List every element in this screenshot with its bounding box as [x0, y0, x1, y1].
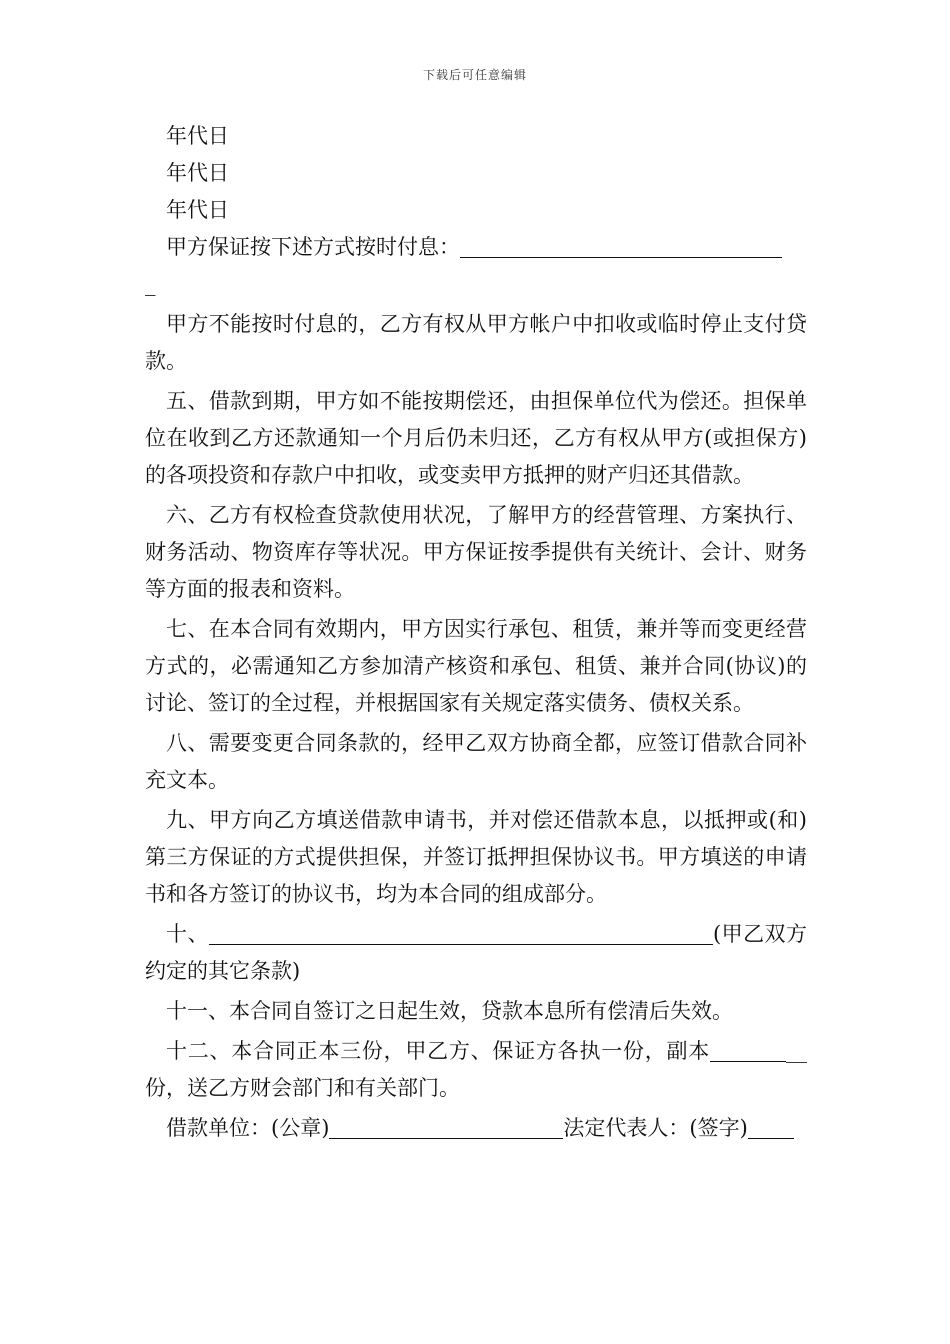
- article-6: 六、乙方有权检查贷款使用状况，了解甲方的经营管理、方案执行、财务活动、物资库存等状况。甲方保证按季提供有关统计、会计、财务等方面的报表和资料。: [145, 503, 807, 601]
- interest-clause-text: 甲方保证按下述方式按时付息：: [166, 235, 460, 259]
- date-line: 年代日: [166, 198, 229, 222]
- document-body: [145, 118, 807, 1150]
- article-11: 十一、本合同自签订之日起生效，贷款本息所有偿清后失效。: [166, 999, 733, 1023]
- article-10-blank-line[interactable]: [209, 920, 713, 945]
- article-9: 九、甲方向乙方填送借款申请书，并对偿还借款本息，以抵押或(和)第三方保证的方式提供担保，并签订抵押担保协议书。甲方填送的申请书和各方签订的协议书，均为本合同的组成部分。: [145, 808, 807, 906]
- borrower-seal-blank[interactable]: [329, 1114, 563, 1139]
- interest-clause: [145, 229, 807, 266]
- article-12: [145, 1033, 807, 1107]
- article-10: [145, 916, 807, 990]
- date-line: 年代日: [166, 161, 229, 185]
- article-12-blank-line[interactable]: [710, 1037, 786, 1062]
- interest-blank-line[interactable]: [460, 233, 782, 258]
- article-8: 八、需要变更合同条款的，经甲乙双方协商全都，应签订借款合同补充文本。: [145, 731, 807, 792]
- borrower-seal-label: 借款单位：(公章): [166, 1116, 330, 1140]
- article-12-suffix: 份，送乙方财会部门和有关部门。: [145, 1076, 460, 1100]
- payment-failure-clause: 甲方不能按时付息的，乙方有权从甲方帐户中扣收或临时停止支付贷款。: [145, 312, 807, 373]
- article-12-prefix: 十二、本合同正本三份，甲乙方、保证方各执一份，副本: [166, 1039, 710, 1063]
- interest-clause-continuation: _: [145, 272, 156, 296]
- article-10-suffix: (甲乙双方约定的其它条款): [145, 922, 807, 983]
- representative-signature-blank[interactable]: [748, 1114, 794, 1139]
- page-header-note: 下载后可任意编辑: [422, 68, 527, 82]
- article-7: 七、在本合同有效期内，甲方因实行承包、租赁，兼并等而变更经营方式的，必需通知乙方参加清产核资和承包、租赁、兼并合同(协议)的讨论、签订的全过程，并根据国家有关规定落实债务、债权关系。: [145, 617, 807, 715]
- article-10-prefix: 十、: [166, 922, 209, 946]
- article-12-tail: __: [786, 1039, 807, 1063]
- representative-signature-label: 法定代表人：(签字): [563, 1116, 748, 1140]
- article-5: 五、借款到期，甲方如不能按期偿还，由担保单位代为偿还。担保单位在收到乙方还款通知一个月后仍未归还，乙方有权从甲方(或担保方)的各项投资和存款户中扣收，或变卖甲方抵押的财产归还其借款。: [145, 389, 807, 487]
- signature-line: [145, 1110, 807, 1147]
- date-line: 年代日: [166, 124, 229, 148]
